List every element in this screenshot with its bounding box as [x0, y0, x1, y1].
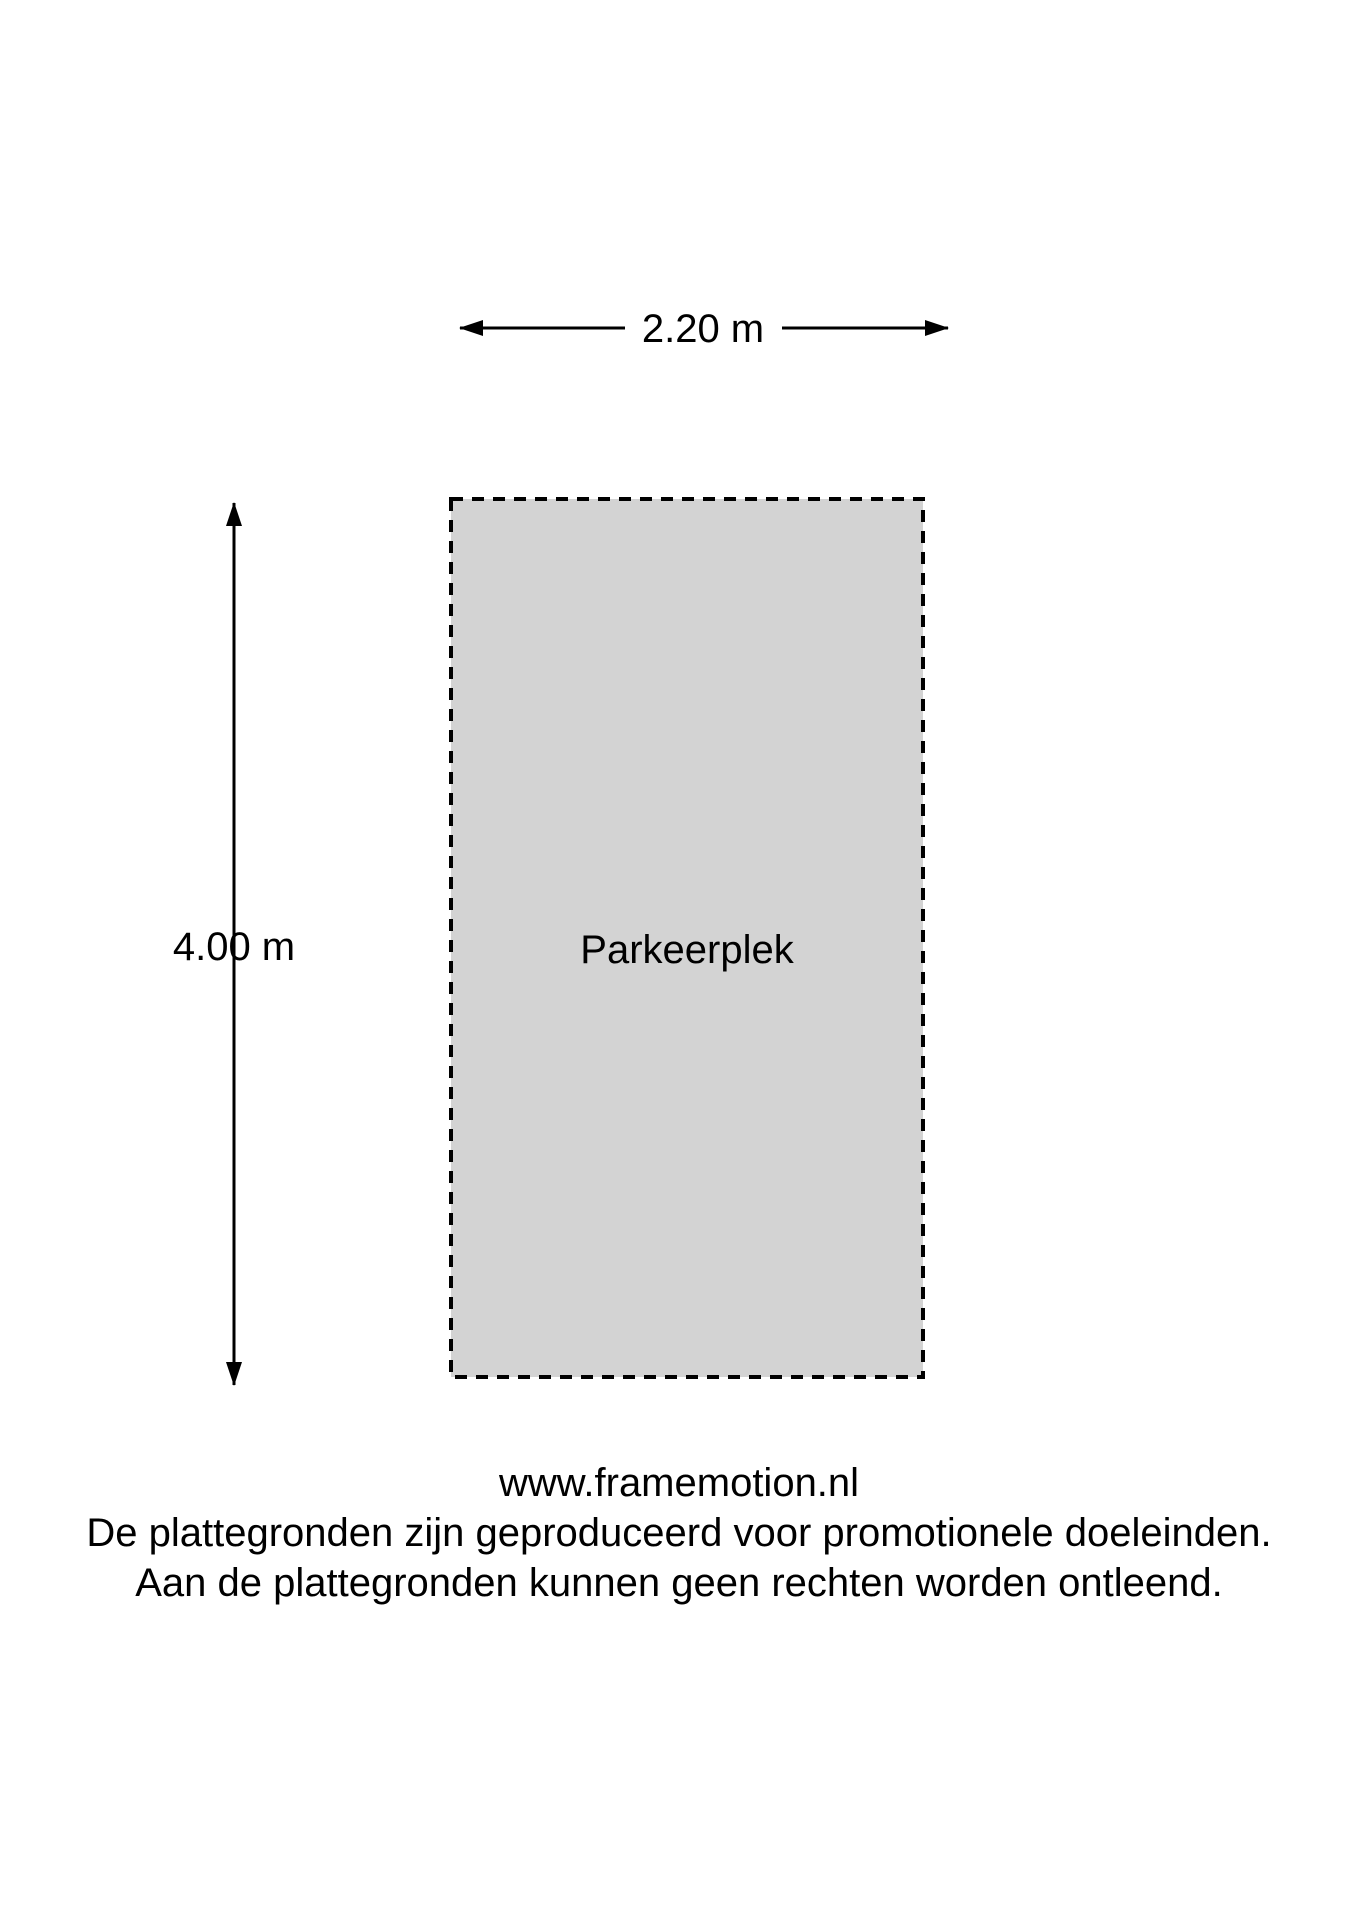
- height-dimension: [173, 503, 295, 1385]
- footer: [0, 1458, 1358, 1608]
- height-label: 4.00 m: [172, 925, 296, 969]
- disclaimer-line-1: De plattegronden zijn geproduceerd voor promotionele doeleinden.: [86, 1511, 1272, 1555]
- width-label: 2.20 m: [641, 307, 765, 351]
- website-link[interactable]: www.framemotion.nl: [498, 1461, 860, 1505]
- disclaimer-line-2: Aan de plattegronden kunnen geen rechten worden ontleend.: [135, 1561, 1223, 1605]
- width-dimension: [460, 307, 948, 351]
- parking-space: [451, 499, 923, 1377]
- room-label: Parkeerplek: [580, 928, 794, 972]
